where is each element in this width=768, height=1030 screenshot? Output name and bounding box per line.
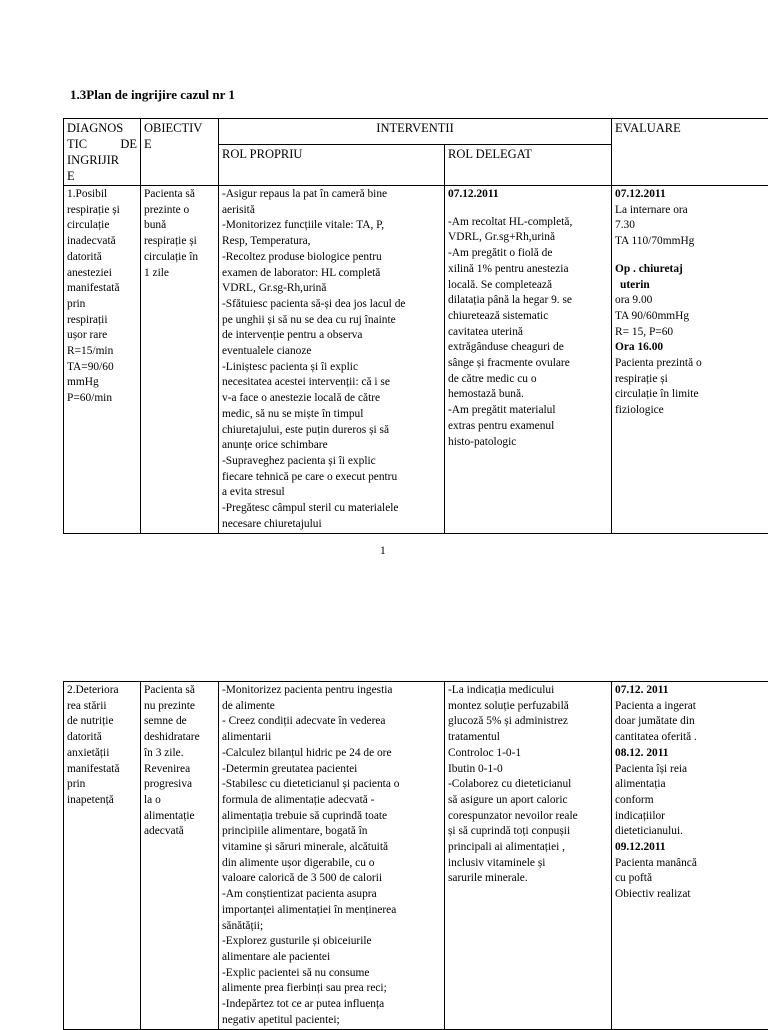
- header-evaluation: EVALUARE: [612, 119, 768, 186]
- row1-objective: Pacienta să prezinte o bună respirație și circulație în 1 zile: [141, 186, 219, 534]
- care-plan-table-2: [63, 681, 768, 1030]
- header-delegated-role: ROL DELEGAT: [445, 145, 612, 186]
- row2-diagnostic: 2.Deteriora rea stării de nutriție datorită anxietății manifestată prin inapetență: [64, 682, 141, 1030]
- header-objective: OBIECTIV E: [141, 119, 219, 186]
- care-plan-heading: 1.3Plan de ingrijire cazul nr 1: [70, 87, 235, 103]
- page-number: 1: [380, 545, 386, 557]
- row2-evaluation: 07.12. 2011 Pacienta a ingerat doar jumătate din cantitatea oferită . 08.12. 2011 Pacienta își reia alimentația conform indicațiilor dieteticianului. 09.12.2011 Pacienta manâncă cu poftă Obiectiv realizat: [612, 682, 768, 1030]
- row1-own-role: -Asigur repaus la pat în cameră bine aerisită -Monitorizez funcțiile vitale: TA, P, Resp, Temperatura, -Recoltez produse biologice pentru examen de laborator: HL completă VDRL, Gr.sg-Rh,urină -Sfătuiesc pacienta să-și dea jos lacul de pe unghii și să nu se dea cu ruj înainte de intervenție pentru a observa eventualele cianoze -Liniștesc pacienta și îi explic necesitatea acestei intervenții: că i se v-a face o anestezie locală de către medic, să nu se miște în timpul chiuretajului, este puțin dureros și să anunțe orice schimbare -Supraveghez pacienta și îi explic fiecare tehnică pe care o execut pentru a evita stresul -Pregătesc câmpul steril cu materialele necesare chiuretajului: [219, 186, 445, 534]
- header-interventions: INTERVENTII: [219, 119, 612, 145]
- row2-delegated-role: -La indicația medicului montez soluție perfuzabilă glucoză 5% și administrez tratamentul Controloc 1-0-1 Ibutin 0-1-0 -Colaborez cu dieteticianul să asigure un aport caloric corespunzator nevoilor reale și să cuprindă toți conpușii principali ai alimentației , inclusiv vitaminele și sarurile minerale.: [445, 682, 612, 1030]
- header-diagnostic: DIAGNOS TIC DE INGRIJIR E: [64, 119, 141, 186]
- header-own-role: ROL PROPRIU: [219, 145, 445, 186]
- row2-eval-date-1: 07.12. 2011: [615, 683, 768, 699]
- row1-diagnostic: 1.Posibil respirație și circulație inadecvată datorită anesteziei manifestată prin respirații ușor rare R=15/min TA=90/60 mmHg P=60/min: [64, 186, 141, 534]
- row2-objective: Pacienta să nu prezinte semne de deshidratare în 3 zile. Revenirea progresiva la o alimentație adecvată: [141, 682, 219, 1030]
- row1-evaluation: 07.12.2011 La internare ora 7.30 TA 110/70mmHg Op . chiuretaj uterin ora 9.00 TA 90/60mmHg R= 15, P=60 Ora 16.00 Pacienta prezintă o respirație și circulație în limite fiziologice: [612, 186, 768, 534]
- row1-evaluation-date: 07.12.2011: [615, 187, 768, 203]
- row1-delegated-role: 07.12.2011 -Am recoltat HL-completă, VDRL, Gr.sg+Rh,urină -Am pregătit o fiolă de xilină 1% pentru anestezia locală. Se completează dilatația până la hegar 9. se chiuretează sistematic cavitatea uterină extrăgânduse cheaguri de sânge și fracmente ovulare de către medic cu o hemostază bună. -Am pregătit materialul extras pentru examenul histo-patologic: [445, 186, 612, 534]
- row1-delegated-date: 07.12.2011: [448, 187, 608, 203]
- row2-eval-date-2: 08.12. 2011: [615, 746, 768, 762]
- care-plan-table-1: [63, 118, 768, 534]
- row1-evaluation-time: Ora 16.00: [615, 340, 768, 356]
- row2-eval-date-3: 09.12.2011: [615, 840, 768, 856]
- row2-own-role: -Monitorizez pacienta pentru ingestia de alimente - Creez condiții adecvate în vederea alimentarii -Calculez bilanțul hidric pe 24 de ore -Determin greutatea pacientei -Stabilesc cu dieteticianul și pacienta o formula de alimentație adecvată - alimentația trebuie să cuprindă toate principiile alimentare, bogată în vitamine și săruri minerale, alcătuită din alimente ușor digerabile, cu o valoare calorică de 3 500 de calorii -Am conștientizat pacienta asupra importanței alimentației în menținerea sănătății; -Explorez gusturile și obiceiurile alimentare ale pacientei -Explic pacientei să nu consume alimente prea fierbinți sau prea reci; -Indepărtez tot ce ar putea influența negativ apetitul pacientei;: [219, 682, 445, 1030]
